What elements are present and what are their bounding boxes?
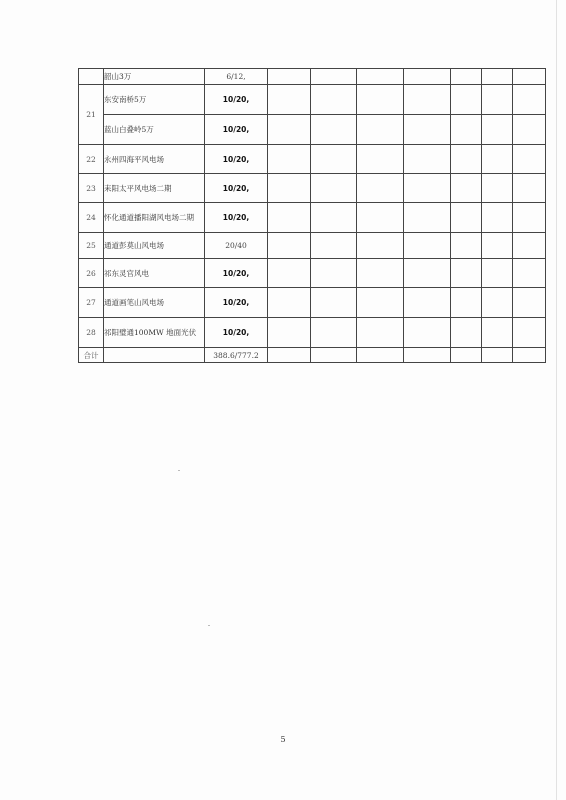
scan-speck xyxy=(208,625,210,626)
table-row xyxy=(79,259,546,288)
empty-cell xyxy=(404,69,451,85)
project-name: 韶山3万 xyxy=(104,69,205,85)
table-row xyxy=(79,85,546,115)
table-row xyxy=(79,174,546,203)
empty-cell xyxy=(268,115,311,145)
empty-cell xyxy=(451,203,482,233)
empty-cell xyxy=(311,233,357,259)
row-number: 22 xyxy=(79,145,104,174)
empty-cell xyxy=(311,174,357,203)
project-name: 东安南桥5万 xyxy=(104,85,205,115)
empty-cell xyxy=(451,259,482,288)
empty-cell xyxy=(482,233,513,259)
empty-cell xyxy=(513,69,546,85)
empty-cell xyxy=(268,145,311,174)
empty-cell xyxy=(513,259,546,288)
empty-cell xyxy=(268,69,311,85)
empty-cell xyxy=(311,288,357,318)
empty-cell xyxy=(404,318,451,348)
empty-cell xyxy=(513,318,546,348)
empty-cell xyxy=(268,318,311,348)
empty-cell xyxy=(357,115,404,145)
empty-cell xyxy=(482,318,513,348)
empty-cell xyxy=(451,348,482,363)
project-name: 祁阳璧通100MW 地面光伏 xyxy=(104,318,205,348)
empty-cell xyxy=(268,174,311,203)
table-row xyxy=(79,203,546,233)
empty-cell xyxy=(357,174,404,203)
empty-cell xyxy=(404,203,451,233)
empty-cell xyxy=(482,288,513,318)
empty-cell xyxy=(268,259,311,288)
row-number: 25 xyxy=(79,233,104,259)
project-name: 永州四海平风电场 xyxy=(104,145,205,174)
project-name: 蓝山白叠岭5万 xyxy=(104,115,205,145)
empty-cell xyxy=(357,85,404,115)
empty-cell xyxy=(268,288,311,318)
empty-cell xyxy=(451,318,482,348)
empty-cell xyxy=(311,259,357,288)
empty-cell xyxy=(311,115,357,145)
empty-cell xyxy=(404,288,451,318)
project-table xyxy=(78,68,546,363)
empty-cell xyxy=(482,69,513,85)
total-label: 合计 xyxy=(79,348,104,363)
empty-cell xyxy=(451,288,482,318)
empty-cell xyxy=(482,115,513,145)
page-number: 5 xyxy=(280,735,286,744)
row-number: 24 xyxy=(79,203,104,233)
row-number: 28 xyxy=(79,318,104,348)
capacity-value: 20/40 xyxy=(205,233,268,259)
row-number xyxy=(79,69,104,85)
empty-cell xyxy=(404,174,451,203)
empty-cell xyxy=(451,174,482,203)
empty-cell xyxy=(513,115,546,145)
empty-cell xyxy=(357,288,404,318)
row-number: 26 xyxy=(79,259,104,288)
empty-cell xyxy=(311,348,357,363)
empty-cell xyxy=(513,174,546,203)
empty-cell xyxy=(513,85,546,115)
total-capacity: 388.6/777.2 xyxy=(205,348,268,363)
project-name: 通道彭莫山风电场 xyxy=(104,233,205,259)
capacity-value: 10/20, xyxy=(205,288,268,318)
scan-speck xyxy=(178,470,180,471)
empty-cell xyxy=(404,85,451,115)
empty-cell xyxy=(451,233,482,259)
capacity-value: 10/20, xyxy=(205,259,268,288)
project-name: 通道画笔山风电场 xyxy=(104,288,205,318)
empty-cell xyxy=(513,145,546,174)
empty-cell xyxy=(357,348,404,363)
empty-cell xyxy=(482,259,513,288)
table-row xyxy=(79,145,546,174)
empty-cell xyxy=(451,115,482,145)
empty-cell xyxy=(311,85,357,115)
empty-cell xyxy=(513,233,546,259)
table-row xyxy=(79,69,546,85)
empty-cell xyxy=(513,348,546,363)
empty-cell xyxy=(482,145,513,174)
project-name: 耒阳太平风电场二期 xyxy=(104,174,205,203)
project-name: 祁东灵官风电 xyxy=(104,259,205,288)
table-row xyxy=(79,288,546,318)
total-name xyxy=(104,348,205,363)
empty-cell xyxy=(482,174,513,203)
total-row xyxy=(79,348,546,363)
empty-cell xyxy=(268,85,311,115)
empty-cell xyxy=(357,69,404,85)
table-row xyxy=(79,318,546,348)
empty-cell xyxy=(482,348,513,363)
empty-cell xyxy=(451,145,482,174)
capacity-value: 10/20, xyxy=(205,318,268,348)
table-row xyxy=(79,115,546,145)
capacity-value: 10/20, xyxy=(205,85,268,115)
empty-cell xyxy=(357,318,404,348)
row-number: 23 xyxy=(79,174,104,203)
empty-cell xyxy=(268,203,311,233)
empty-cell xyxy=(404,115,451,145)
empty-cell xyxy=(311,203,357,233)
empty-cell xyxy=(357,145,404,174)
empty-cell xyxy=(451,69,482,85)
empty-cell xyxy=(404,259,451,288)
empty-cell xyxy=(513,203,546,233)
capacity-value: 10/20, xyxy=(205,203,268,233)
project-name: 怀化通道播阳湖风电场二期 xyxy=(104,203,205,233)
row-number: 21 xyxy=(79,85,104,145)
empty-cell xyxy=(482,85,513,115)
empty-cell xyxy=(357,203,404,233)
empty-cell xyxy=(311,69,357,85)
empty-cell xyxy=(451,85,482,115)
capacity-value: 10/20, xyxy=(205,174,268,203)
table-row xyxy=(79,233,546,259)
empty-cell xyxy=(311,318,357,348)
capacity-value: 6/12, xyxy=(205,69,268,85)
empty-cell xyxy=(268,233,311,259)
empty-cell xyxy=(404,145,451,174)
empty-cell xyxy=(357,233,404,259)
capacity-value: 10/20, xyxy=(205,145,268,174)
row-number: 27 xyxy=(79,288,104,318)
empty-cell xyxy=(404,233,451,259)
empty-cell xyxy=(311,145,357,174)
capacity-value: 10/20, xyxy=(205,115,268,145)
empty-cell xyxy=(268,348,311,363)
page-edge xyxy=(556,0,557,800)
empty-cell xyxy=(482,203,513,233)
empty-cell xyxy=(357,259,404,288)
empty-cell xyxy=(404,348,451,363)
empty-cell xyxy=(513,288,546,318)
